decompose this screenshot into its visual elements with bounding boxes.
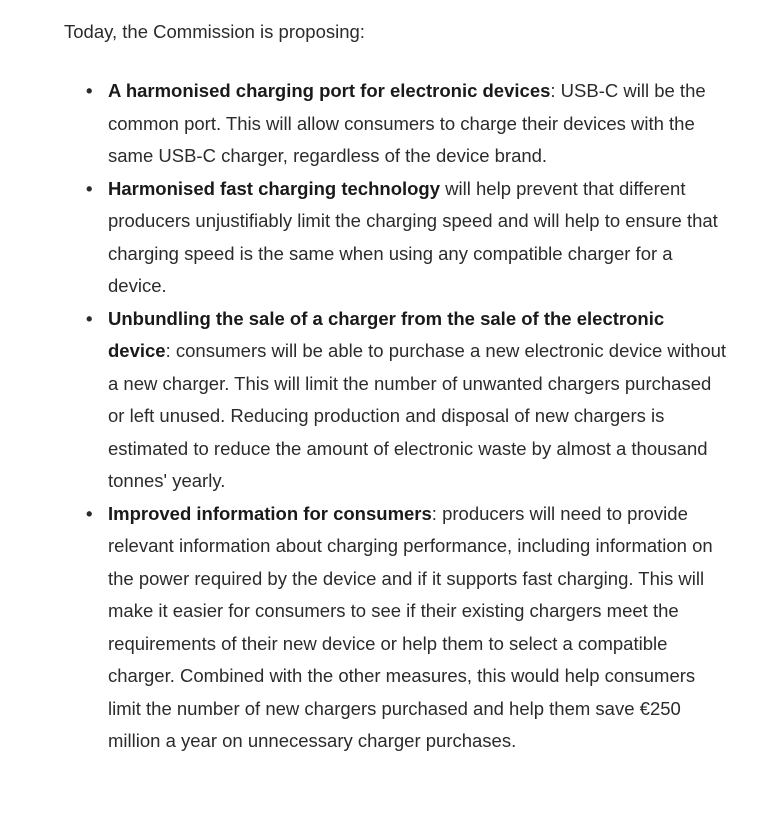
proposal-heading: A harmonised charging port for electronic devices [108,80,551,101]
proposal-heading: Improved information for consumers [108,502,432,524]
list-item [86,75,728,173]
proposal-heading: Unbundling the sale of a charger from the sale of the electronic device [108,307,665,361]
bullet-icon: • [86,502,93,524]
proposal-text: : USB-C will be the common port. This will allow consumers to charge their devices with the same USB-C charger, regardless of the device brand. [108,80,706,166]
intro-text: Today, the Commission is proposing: [64,21,365,42]
proposal-heading: Harmonised fast charging technology [108,177,441,199]
proposal-text: : consumers will be able to purchase a new electronic device without a new charger. This will limit the number of unwanted chargers purchased or left unused. Reducing production and disposal of new chargers is estimated to reduce the amount of electronic waste by almost a thousand tonnes' yearly. [108,340,727,491]
list-item [86,498,728,758]
bullet-icon: • [86,177,93,199]
bullet-icon: • [86,307,93,329]
list-item [86,173,728,303]
list-item [86,303,728,498]
bullet-icon: • [86,80,93,101]
proposal-list [64,75,728,758]
proposal-text: will help prevent that different producers unjustifiably limit the charging speed and will help to ensure that charging speed is the same when using any compatible charger for a device. [108,177,718,296]
proposal-text: : producers will need to provide relevant information about charging performance, including information on the power required by the device and if it supports fast charging. This will make it easier for consumers to see if their existing chargers meet the requirements of their new device or help them to select a compatible charger. Combined with the other measures, this would help consumers limit the number of new chargers purchased and help them save €250 million a year on unnecessary charger purchases. [108,502,713,751]
